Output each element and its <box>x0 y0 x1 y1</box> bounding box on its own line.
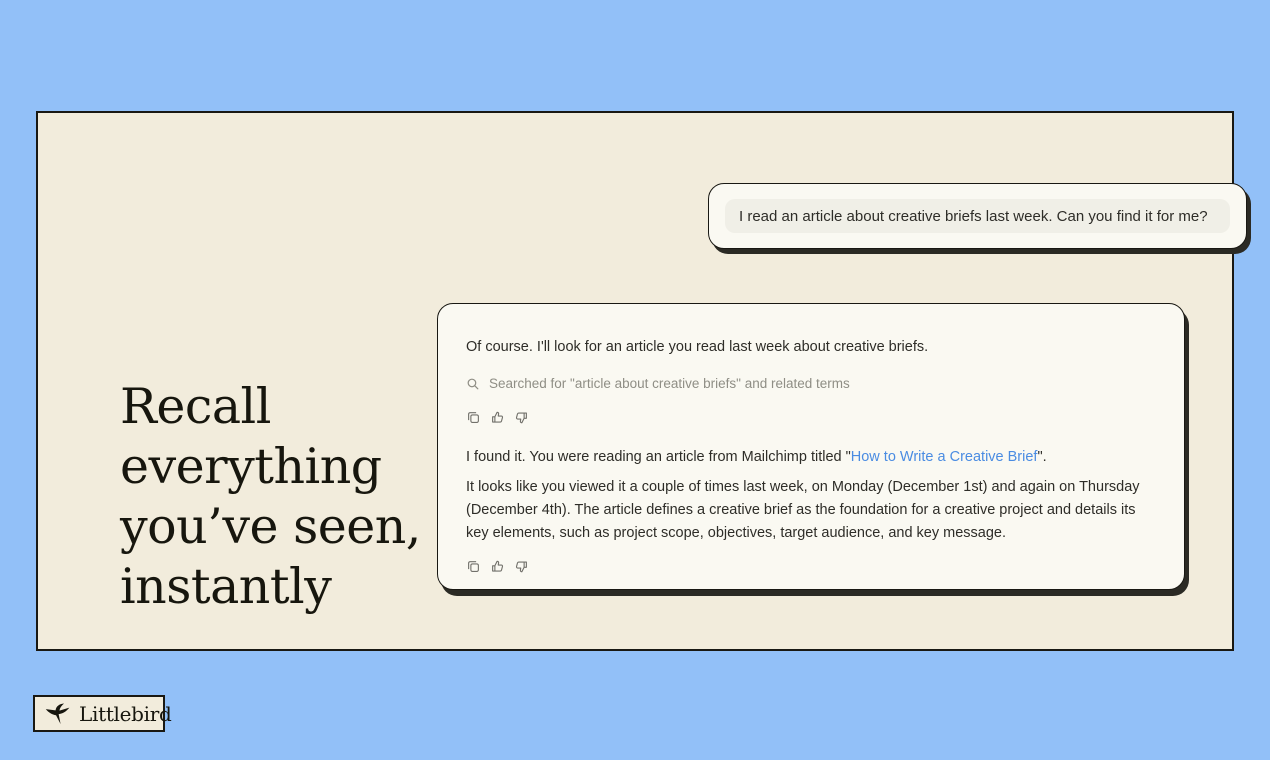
assistant-found-text <box>466 446 1156 469</box>
copy-icon[interactable] <box>466 410 481 425</box>
search-status-text: Searched for "article about creative briefs" and related terms <box>489 376 850 391</box>
user-message-card <box>708 183 1247 249</box>
found-text-prefix: I found it. You were reading an article from Mailchimp titled " <box>466 449 851 465</box>
found-text-suffix: ". <box>1037 449 1047 465</box>
page-title-line: everything <box>120 438 382 495</box>
message-actions-row <box>466 559 1156 574</box>
page-title-line: you’ve seen, <box>120 498 421 555</box>
user-message-text: I read an article about creative briefs last week. Can you find it for me? <box>739 207 1208 225</box>
assistant-intro-text: Of course. I'll look for an article you read last week about creative briefs. <box>466 339 929 355</box>
user-message-bubble <box>725 199 1230 233</box>
article-link[interactable]: How to Write a Creative Brief <box>850 449 1038 465</box>
brand-name: Littlebird <box>79 701 172 726</box>
search-icon <box>466 377 480 391</box>
thumbs-down-icon[interactable] <box>514 559 529 574</box>
thumbs-up-icon[interactable] <box>490 559 505 574</box>
page-title <box>120 377 421 617</box>
thumbs-down-icon[interactable] <box>514 410 529 425</box>
bird-icon <box>45 702 71 726</box>
message-actions-row <box>466 410 1156 425</box>
search-status-row <box>466 376 1156 391</box>
copy-icon[interactable] <box>466 559 481 574</box>
brand-logo[interactable] <box>33 695 172 732</box>
page-title-line: instantly <box>120 558 332 615</box>
thumbs-up-icon[interactable] <box>490 410 505 425</box>
assistant-response-card <box>437 303 1185 590</box>
page-title-line: Recall <box>120 378 271 435</box>
assistant-details-text: It looks like you viewed it a couple of times last week, on Monday (December 1st) and again on Thursday (December 4th). The article defines a creative brief as the foundation for a creative project and details its key elements, such as project scope, objectives, target audience, and key message. <box>466 479 1140 541</box>
